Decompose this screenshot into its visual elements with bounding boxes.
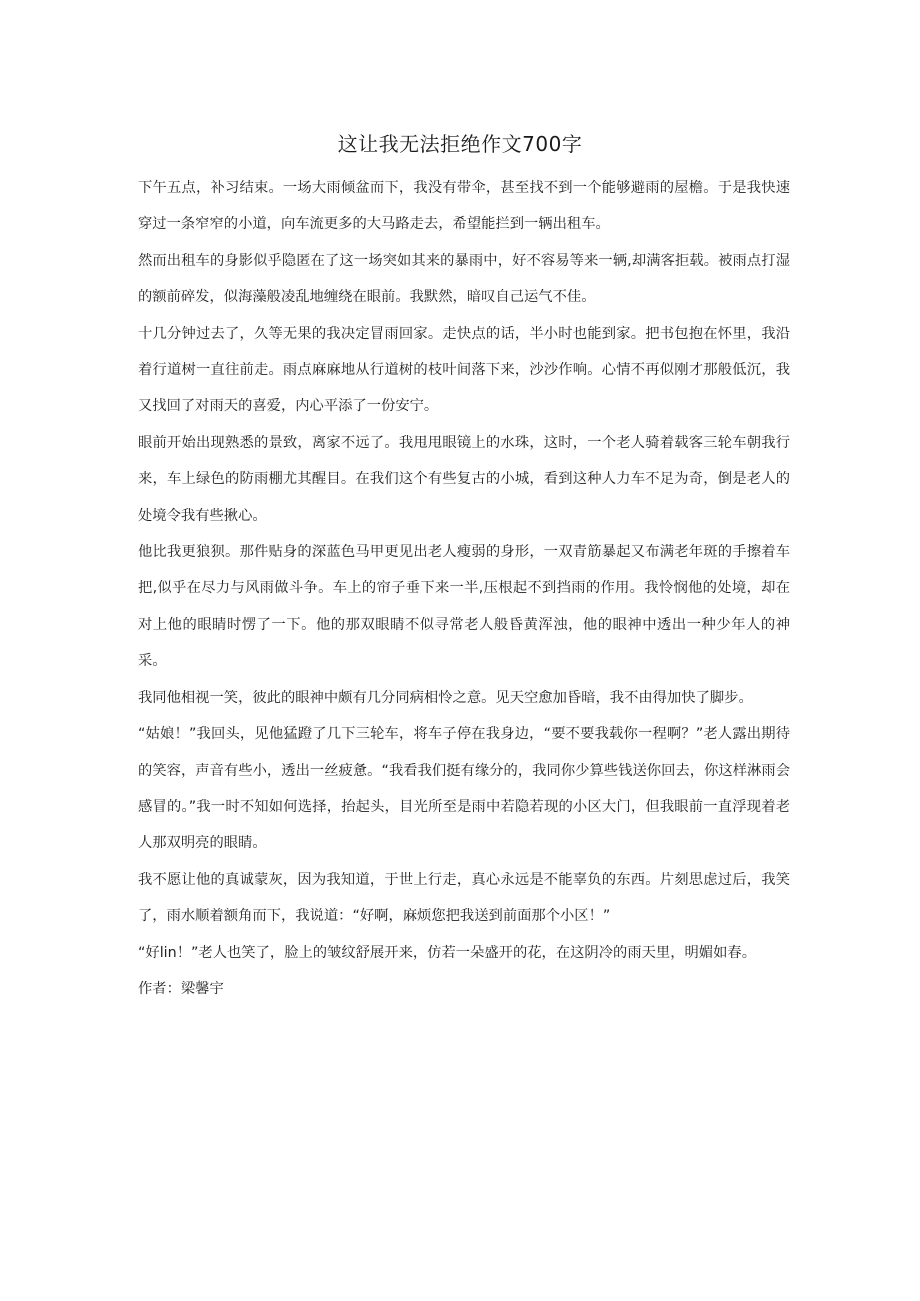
paragraph: “姑娘！”我回头，见他猛蹬了几下三轮车，将车子停在我身边，“要不要我载你一程啊？”老人露出期待的笑容，声音有些小，透出一丝疲惫。“我看我们挺有缘分的，我同你少算些钱送你回去，你这样淋雨会感冒的。”我一时不知如何选择，抬起头，目光所至是雨中若隐若现的小区大门，但我眼前一直浮现着老人那双明亮的眼睛。 bbox=[138, 726, 790, 852]
paragraph: 然而出租车的身影似乎隐匿在了这一场突如其来的暴雨中，好不容易等来一辆,却满客拒载。被雨点打湿的额前碎发，似海藻般凌乱地缠绕在眼前。我默然，暗叹自己运气不佳。 bbox=[138, 252, 790, 306]
paragraph: “好lin！”老人也笑了，脸上的皱纹舒展开来，仿若一朵盛开的花，在这阴冷的雨天里，明媚如春。 bbox=[138, 944, 756, 961]
paragraph: 他比我更狼狈。那件贴身的深蓝色马甲更见出老人瘦弱的身形，一双青筋暴起又布满老年斑的手擦着车把,似乎在尽力与风雨做斗争。车上的帘子垂下来一半,压根起不到挡雨的作用。我怜悯他的处境，却在对上他的眼睛时愣了一下。他的那双眼睛不似寻常老人般昏黄浑浊，他的眼神中透出一种少年人的神采。 bbox=[138, 544, 790, 670]
paragraph: 下午五点，补习结束。一场大雨倾盆而下，我没有带伞，甚至找不到一个能够避雨的屋檐。于是我快速穿过一条窄窄的小道，向车流更多的大马路走去，希望能拦到一辆出租车。 bbox=[138, 180, 790, 233]
author-line: 作者：梁馨宇 bbox=[138, 980, 224, 997]
document-body bbox=[138, 170, 790, 1007]
paragraph: 我不愿让他的真诚蒙灰，因为我知道，于世上行走，真心永远是不能辜负的东西。片刻思虑过后，我笑了，雨水顺着额角而下，我说道：“好啊，麻烦您把我送到前面那个小区！” bbox=[138, 871, 790, 925]
paragraph: 我同他相视一笑，彼此的眼神中颇有几分同病相怜之意。见天空愈加昏暗，我不由得加快了脚步。 bbox=[138, 689, 753, 706]
document-title: 这让我无法拒绝作文700字 bbox=[337, 132, 583, 156]
paragraph: 眼前开始出现熟悉的景致，离家不远了。我甩甩眼镜上的水珠，这时，一个老人骑着载客三轮车朝我行来，车上绿色的防雨棚尤其醒目。在我们这个有些复古的小城，看到这种人力车不足为奇，倒是老人的处境令我有些揪心。 bbox=[138, 434, 790, 524]
paragraph: 十几分钟过去了，久等无果的我决定冒雨回家。走快点的话，半小时也能到家。把书包抱在怀里，我沿着行道树一直往前走。雨点麻麻地从行道树的枝叶间落下来，沙沙作响。心情不再似刚才那般低沉，我又找回了对雨天的喜爱，内心平添了一份安宁。 bbox=[138, 325, 790, 415]
